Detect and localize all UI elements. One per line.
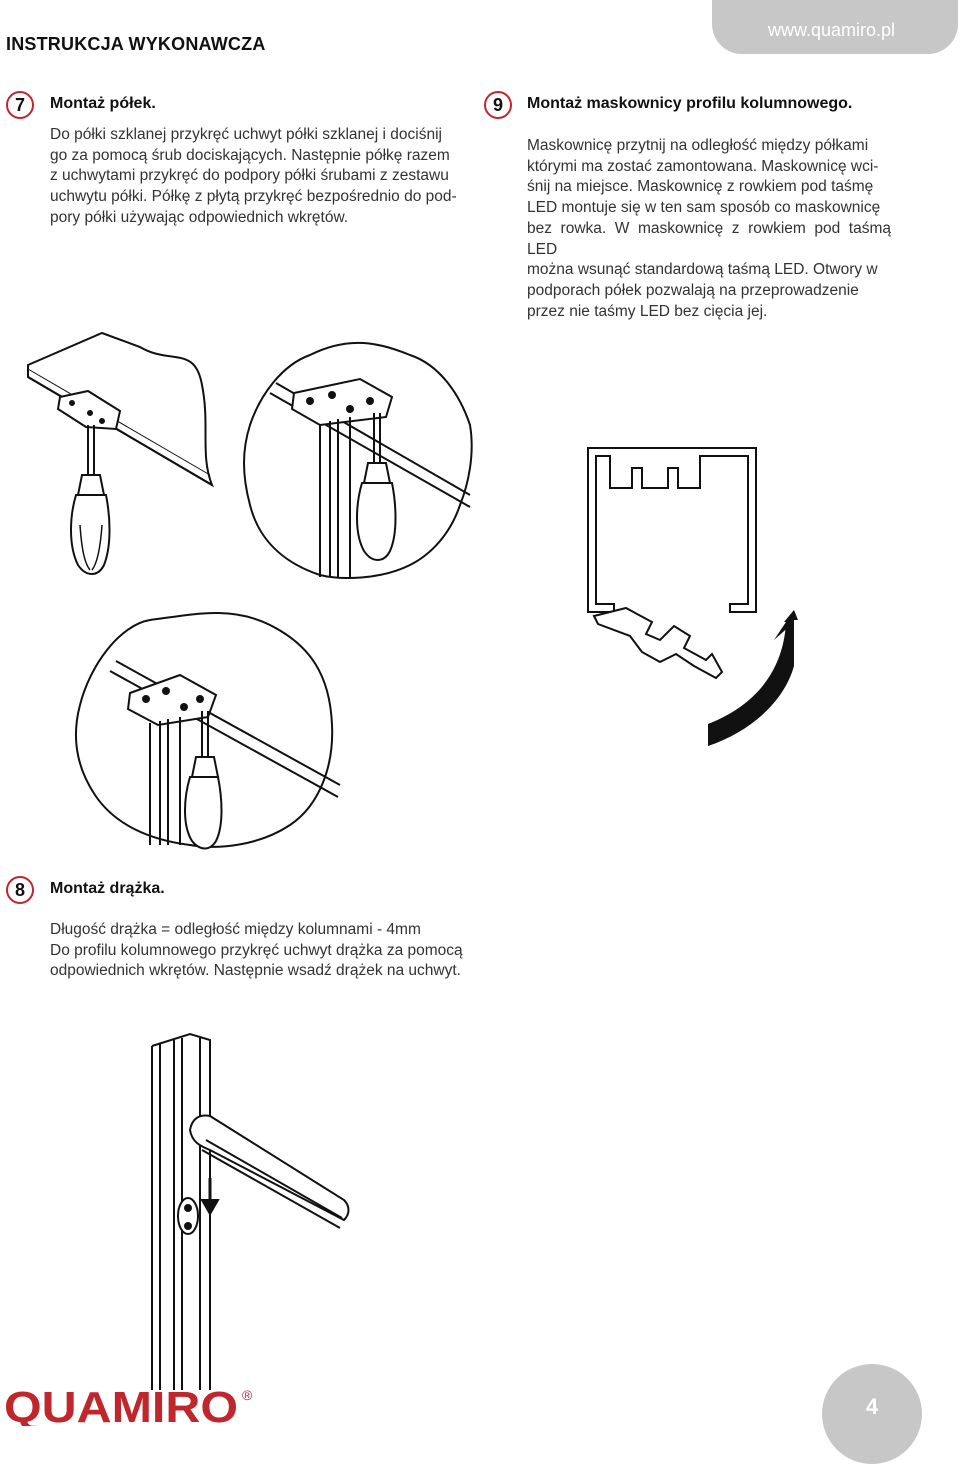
arrow-icon bbox=[708, 610, 798, 746]
screwdriver-icon bbox=[71, 425, 110, 574]
hanging-rail bbox=[190, 1116, 349, 1228]
document-title: INSTRUKCJA WYKONAWCZA bbox=[6, 34, 266, 54]
step-8-line: Długość drążka = odległość między kolumnami - 4mm bbox=[50, 921, 421, 938]
cover-profile-illustration bbox=[580, 440, 810, 760]
step-7-line: pory półki używając odpowiednich wkrętów. bbox=[50, 208, 349, 226]
step-9-line: Maskownicę przytnij na odległość między półkami bbox=[527, 137, 869, 154]
step-9-line: bez rowka. W maskownicę z rowkiem pod taśmą LED bbox=[527, 219, 891, 258]
arrow-icon bbox=[202, 1178, 218, 1214]
page-number: 4 bbox=[865, 1394, 879, 1419]
brand-text: QUAMIRO bbox=[4, 1386, 239, 1426]
page-number-badge bbox=[822, 1364, 922, 1464]
step-9-number: 9 bbox=[484, 91, 512, 119]
cover-strip bbox=[594, 608, 722, 678]
glass-shelf-bracket-figure bbox=[28, 333, 212, 574]
step-9-text bbox=[527, 136, 891, 322]
step-7-line: Do półki szklanej przykręć uchwyt półki szklanej i dociśnij bbox=[50, 126, 442, 143]
step-7-number: 7 bbox=[6, 91, 34, 119]
step-7-line: z uchwytami przykręć do podpory półki śrubami z zestawu bbox=[50, 167, 449, 185]
rail-mounting-illustration bbox=[140, 1030, 360, 1390]
step-7-line: go za pomocą śrub dociskających. Następnie półkę razem bbox=[50, 146, 450, 164]
step-9-line: można wsunąć standardową taśmą LED. Otwory w bbox=[527, 261, 878, 279]
step-9-line: przez nie taśmy LED bez cięcia jej. bbox=[527, 302, 768, 320]
quamiro-logo bbox=[4, 1386, 264, 1431]
step-9-line: którymi ma zostać zamontowana. Maskownicę wci- bbox=[527, 157, 879, 175]
registered-icon: ® bbox=[242, 1387, 253, 1403]
step-8-text bbox=[50, 920, 470, 982]
column-profile bbox=[588, 448, 756, 612]
step-8-number: 8 bbox=[6, 876, 34, 904]
website-tab bbox=[712, 0, 958, 54]
step-9-line: śnij na miejsce. Maskownicę z rowkiem pod taśmę bbox=[527, 178, 874, 196]
step-7-title: Montaż półek. bbox=[50, 95, 156, 112]
step-7-text bbox=[50, 125, 464, 229]
step-8-line: odpowiednich wkrętów. Następnie wsadź drążek na uchwyt. bbox=[50, 962, 461, 980]
step-8-line: Do profilu kolumnowego przykręć uchwyt drążka za pomocą bbox=[50, 941, 463, 959]
shelf-mounting-illustration bbox=[20, 325, 480, 855]
rail-holder bbox=[178, 1198, 198, 1234]
website-url[interactable]: www.quamiro.pl bbox=[768, 20, 896, 40]
step-9-line: LED montuje się w ten sam sposób co maskownicę bbox=[527, 199, 881, 217]
board-shelf-support-figure bbox=[76, 613, 340, 848]
step-7-line: uchwytu półki. Półkę z płytą przykręć bezpośrednio do pod- bbox=[50, 188, 457, 206]
step-9-title: Montaż maskownicy profilu kolumnowego. bbox=[527, 95, 853, 112]
column-shelf-support-figure bbox=[244, 343, 472, 578]
step-8-title: Montaż drążka. bbox=[50, 880, 165, 897]
step-9-line: podporach półek pozwalają na przeprowadzenie bbox=[527, 281, 859, 299]
